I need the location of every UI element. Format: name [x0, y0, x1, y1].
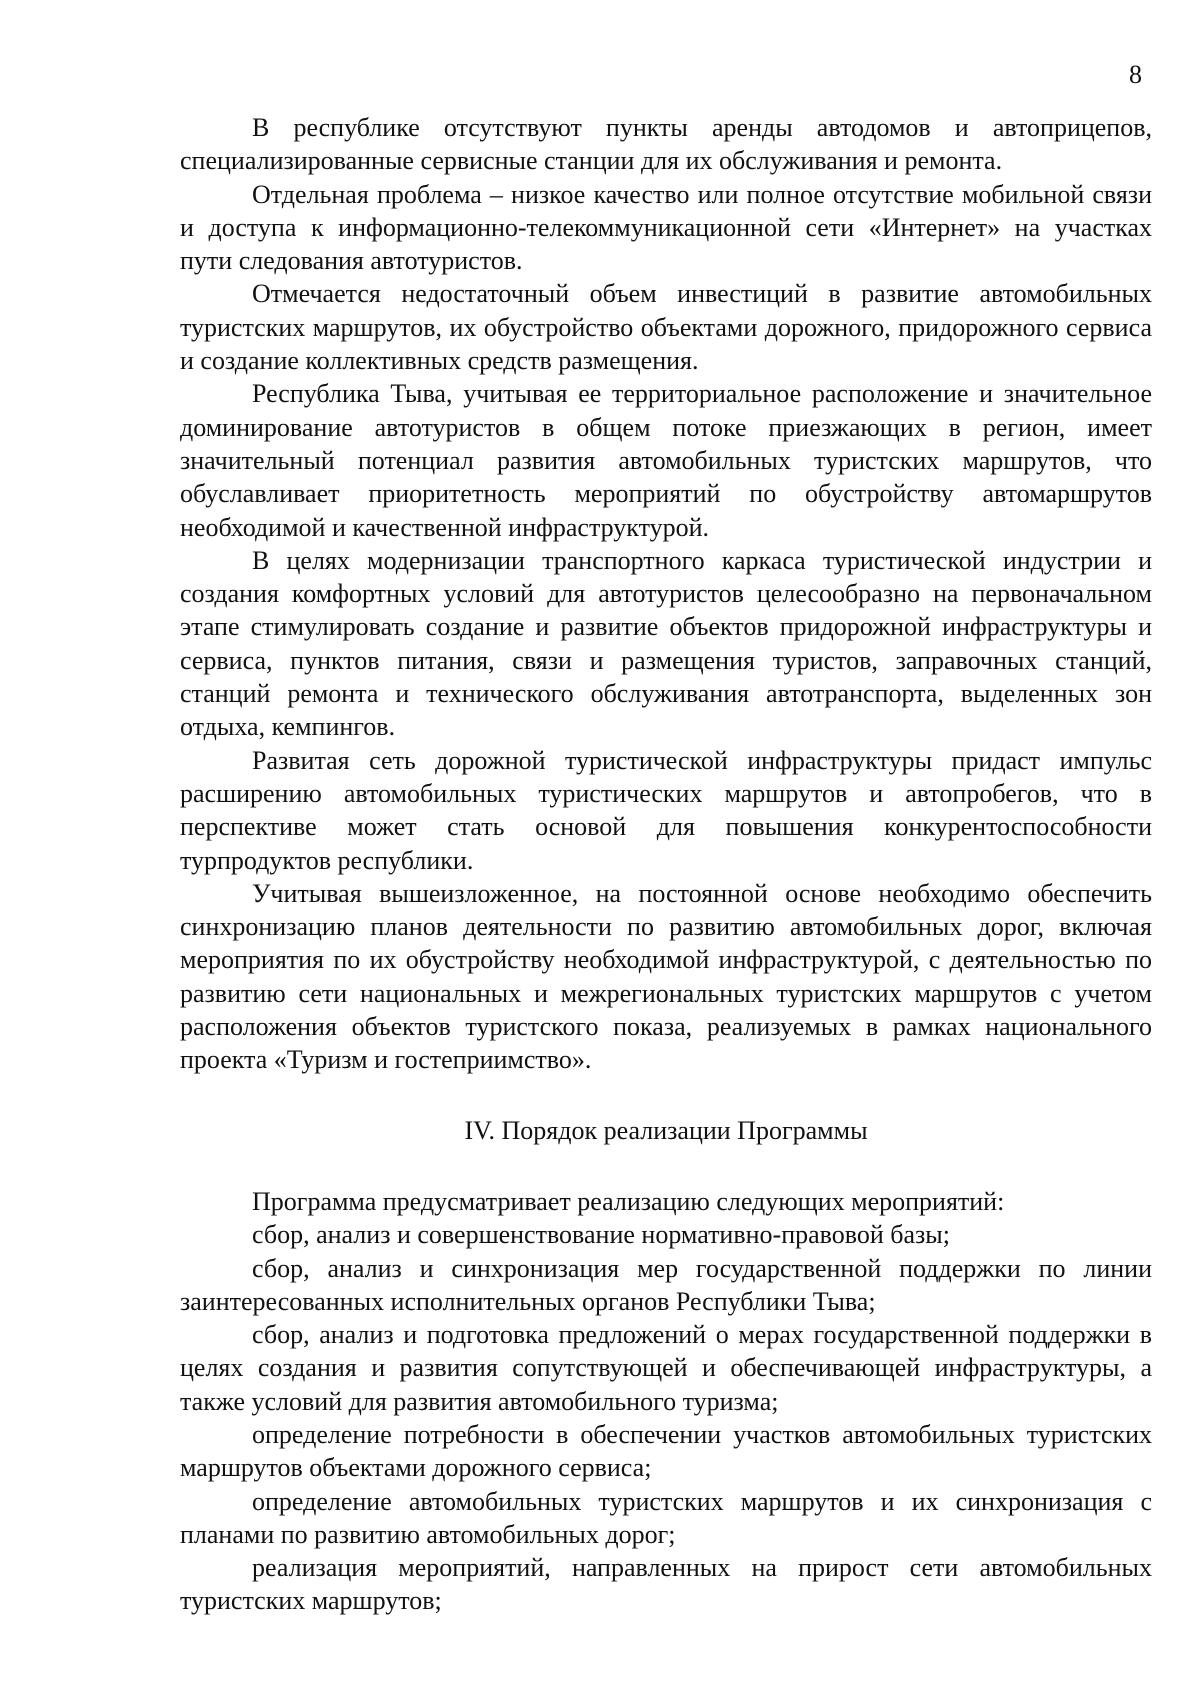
document-body	[180, 111, 1152, 1618]
list-item: определение автомобильных туристских маршрутов и их синхронизация с планами по развитию автомобильных дорог;	[180, 1486, 1152, 1549]
paragraph: Учитывая вышеизложенное, на постоянной основе необходимо обеспечить синхронизацию планов деятельности по развитию автомобильных дорог, включая мероприятия по их обустройству необходимой инфраструктурой, с деятельностью по развитию сети национальных и межрегиональных туристских маршрутов с учетом расположения объектов туристского показа, реализуемых в рамках национального проекта «Туризм и гостеприимство».	[180, 878, 1152, 1075]
paragraph: В республике отсутствуют пункты аренды автодомов и автоприцепов, специализированные сервисные станции для их обслуживания и ремонта.	[180, 113, 1152, 176]
paragraph: Республика Тыва, учитывая ее территориальное расположение и значительное доминирование автотуристов в общем потоке приезжающих в регион, имеет значительный потенциал развития автомобильных туристских маршрутов, что обуславливает приоритетность мероприятий по обустройству автомаршрутов необходимой и качественной инфраструктурой.	[180, 379, 1152, 542]
page-number: 8	[1129, 60, 1142, 89]
paragraph: В целях модернизации транспортного каркаса туристической индустрии и создания комфортных условий для автотуристов целесообразно на первоначальном этапе стимулировать создание и развитие объектов придорожной инфраструктуры и сервиса, пунктов питания, связи и размещения туристов, заправочных станций, станций ремонта и технического обслуживания автотранспорта, выделенных зон отдыха, кемпингов.	[180, 545, 1152, 742]
paragraph: Отдельная проблема – низкое качество или полное отсутствие мобильной связи и доступа к информационно-телекоммуникационной сети «Интернет» на участках пути следования автотуристов.	[180, 179, 1152, 276]
list-item: сбор, анализ и подготовка предложений о мерах государственной поддержки в целях создания и развития сопутствующей и обеспечивающей инфраструктуры, а также условий для развития автомобильного туризма;	[180, 1320, 1152, 1416]
paragraph: Отмечается недостаточный объем инвестиций в развитие автомобильных туристских маршрутов, их обустройство объектами дорожного, придорожного сервиса и создание коллективных средств размещения.	[180, 279, 1152, 376]
list-item: сбор, анализ и синхронизация мер государственной поддержки по линии заинтересованных исполнительных органов Республики Тыва;	[180, 1253, 1152, 1316]
list-item: сбор, анализ и совершенствование нормативно-правовой базы;	[252, 1220, 950, 1250]
paragraph: Развитая сеть дорожной туристической инфраструктуры придаст импульс расширению автомобильных туристических маршрутов и автопробегов, что в перспективе может стать основой для повышения конкурентоспособности турпродуктов республики.	[180, 745, 1152, 875]
section-heading: IV. Порядок реализации Программы	[464, 1115, 868, 1145]
list-item: определение потребности в обеспечении участков автомобильных туристских маршрутов объектами дорожного сервиса;	[180, 1419, 1152, 1483]
paragraph: Программа предусматривает реализацию следующих мероприятий:	[252, 1186, 1005, 1216]
list-item: реализация мероприятий, направленных на прирост сети автомобильных туристских маршрутов;	[180, 1553, 1152, 1616]
